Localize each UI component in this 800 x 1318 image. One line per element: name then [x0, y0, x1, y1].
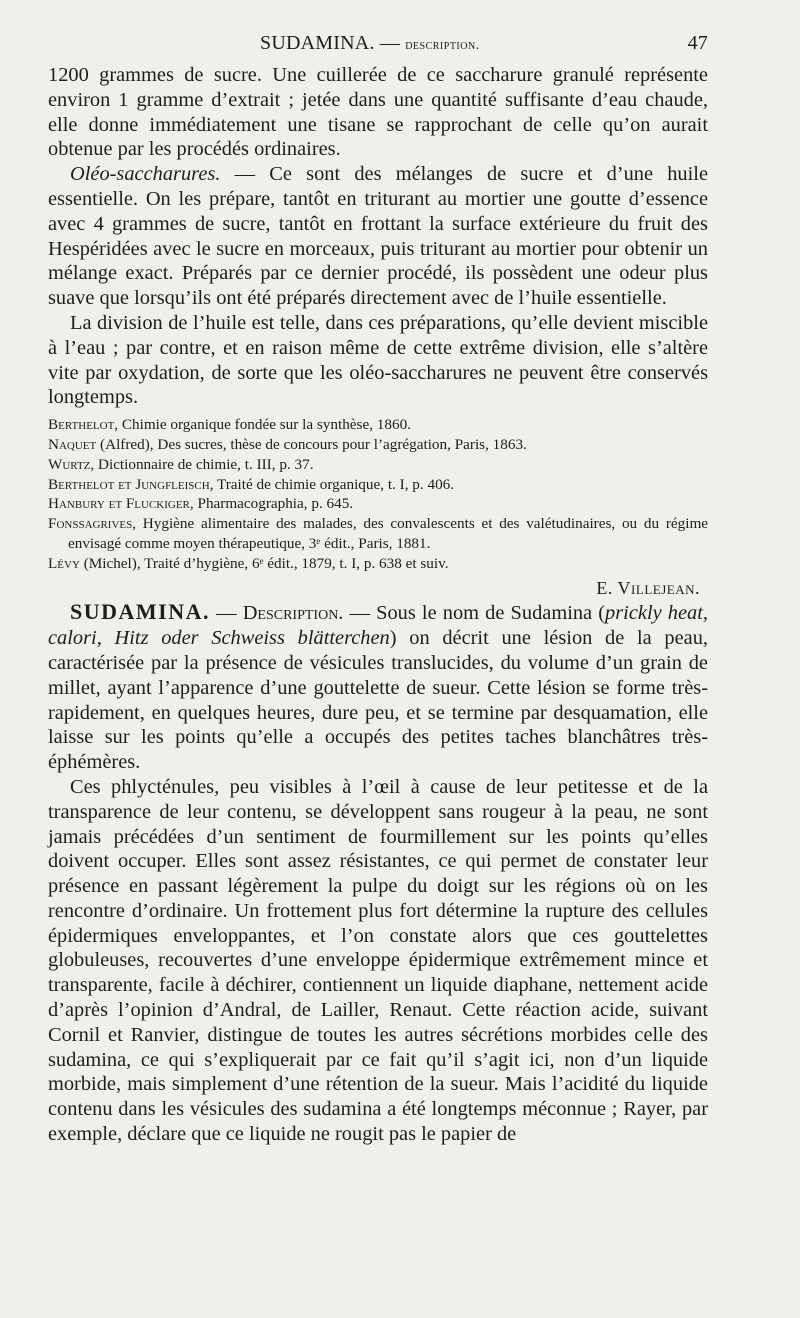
- page-number: 47: [687, 32, 708, 54]
- bibliography: [48, 415, 708, 573]
- paragraph-phlyctenules: Ces phlycténules, peu visibles à l’œil à cause de leur petitesse et de la transparence de leur contenu, se développent sans rougeur à la peau, ne sont jamais précédées d’un sentiment de fourmillement sur les points qu’elles doivent occuper. Elles sont assez résistantes, ce qui permet de constater leur présence en passant légèrement la pulpe du doigt sur les régions où on les rencontre d’ordinaire. Un frottement plus fort détermine la rupture des cellules épidermiques enveloppantes, et l’on constate alors que ces gouttelettes globuleuses, recouvertes d’une enveloppe épidermique extrêmement mince et transparente, facile à déchirer, contiennent un liquide diaphane, nettement acide d’après l’opinion d’Andral, de Lailler, Renaut. Cette réaction acide, suivant Cornil et Ranvier, distingue de toutes les autres sécrétions morbides celle des sudamina, ce qui s’expliquerait par ce fait qu’il s’agit ici, non d’un liquide morbide, mais simplement d’une rétention de la sueur. Mais l’acidité du liquide contenu dans les vésicules des sudamina a été longtemps méconnue ; Rayer, par exemple, déclare que ce liquide ne rougit pas le papier de: [48, 775, 708, 1146]
- paragraph-oleo-saccharures: Oléo-saccharures. — Ce sont des mélanges de sucre et d’une huile essentielle. On les prépare, tantôt en triturant au mortier une goutte d’essence avec 4 grammes de sucre, tantôt en frottant la surface extérieure du fruit des Hespéridées avec le sucre en morceaux, puis triturant au mortier pour obtenir un mélange exact. Préparés par ce dernier procédé, ils possèdent une odeur plus suave que lorsqu’ils ont été préparés directement avec de l’huile essentielle.: [48, 163, 708, 310]
- paragraph-division: La division de l’huile est telle, dans ces préparations, qu’elle devient miscible à l’eau ; par contre, et en raison même de cette extrême division, elle s’altère vite par oxydation, de sorte que les oléo-saccharures ne peuvent être conservés longtemps.: [48, 311, 708, 409]
- running-title: SUDAMINA. — description.: [260, 32, 480, 54]
- bibliography-entry: Lévy (Michel), Traité d’hygiène, 6ᵉ édit., 1879, t. I, p. 638 et suiv.: [48, 554, 449, 572]
- bibliography-entry: Berthelot, Chimie organique fondée sur la synthèse, 1860.: [48, 416, 411, 434]
- bibliography-entry: Hanbury et Fluckiger, Pharmacographia, p. 645.: [48, 495, 354, 513]
- article-section-label: Description.: [242, 602, 344, 625]
- bibliography-entry: Wurtz, Dictionnaire de chimie, t. III, p. 37.: [48, 455, 314, 473]
- synonyms: prickly heat, calori, Hitz oder Schweiss blätterchen: [48, 602, 709, 650]
- article-heading: SUDAMINA.: [70, 599, 210, 625]
- paragraph-lead-term: Oléo-saccharures.: [70, 163, 221, 186]
- bibliography-entry: Berthelot et Jungfleisch, Traité de chimie organique, t. I, p. 406.: [48, 475, 455, 493]
- article-sudamina-intro: SUDAMINA. — Description. — Sous le nom de Sudamina (prickly heat, calori, Hitz oder Schweiss blätterchen) on décrit une lésion de la peau, caractérisée par la présence de vésicules translucides, du volume d’un grain de millet, ayant l’apparence d’une gouttelette de sueur. Cette lésion se forme très-rapidement, en quelques heures, dure peu, et se termine par desquamation, elle laisse sur les points qu’elle a occupés des petites taches blanchâtres très-éphémères.: [48, 599, 709, 774]
- paragraph-saccharure-end: 1200 grammes de sucre. Une cuillerée de ce saccharure granulé représente environ 1 gramme d’extrait ; jetée dans une quantité suffisante d’eau chaude, elle donne immédiatement une tisane se rapprochant de celle qu’on aurait obtenue par les procédés ordinaires.: [48, 64, 708, 161]
- page-body: [48, 63, 708, 1147]
- author-signature: E. Villejean.: [596, 577, 700, 598]
- bibliography-entry: Naquet (Alfred), Des sucres, thèse de concours pour l’agrégation, Paris, 1863.: [48, 435, 527, 453]
- bibliography-entry: Fonssagrives, Hygiène alimentaire des malades, des convalescents et des valétudinaires, ou du régime envisagé comme moyen thérapeutique, 3ᵉ édit., Paris, 1881.: [48, 515, 708, 552]
- running-header: [48, 30, 708, 60]
